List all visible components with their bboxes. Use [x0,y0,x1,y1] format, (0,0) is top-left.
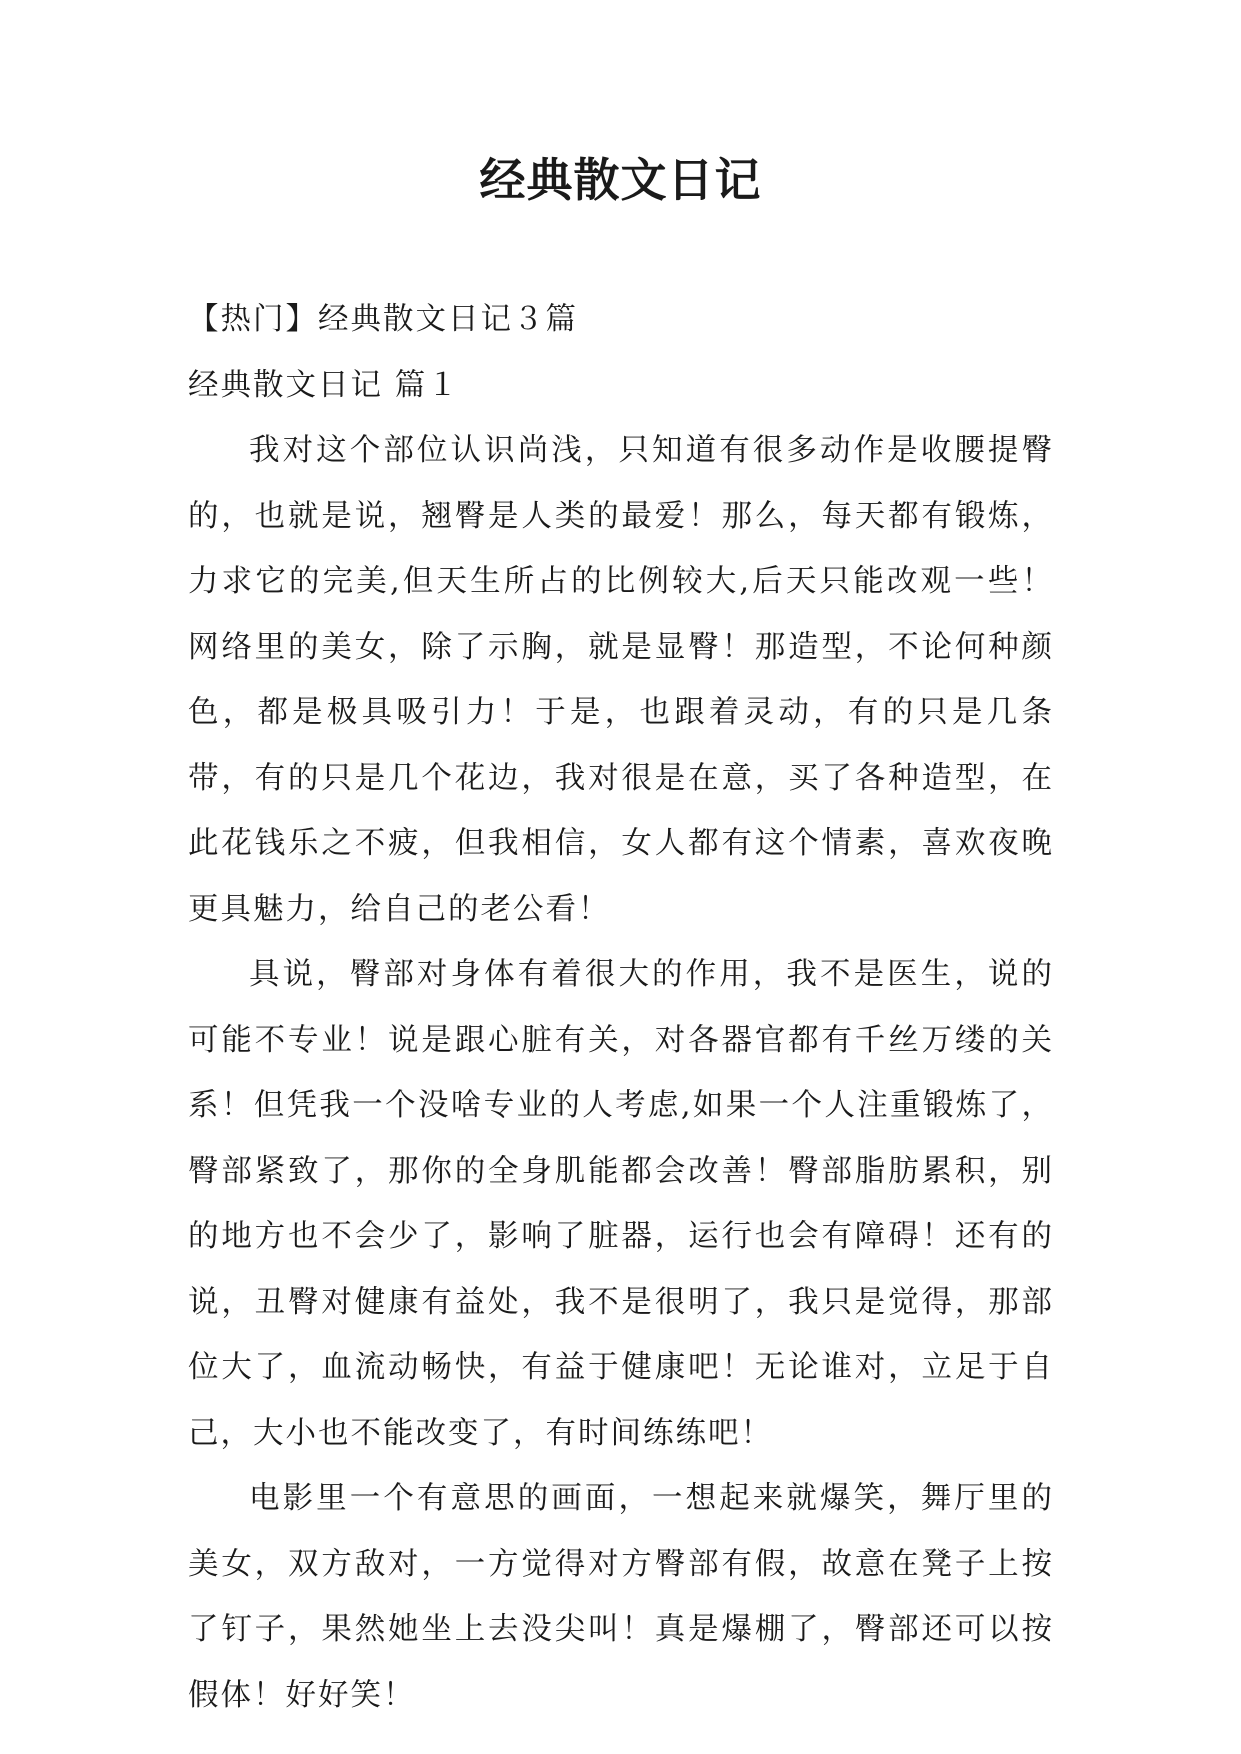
section-heading: 经典散文日记 篇１ [188,367,460,403]
document-subtitle: 【热门】经典散文日记３篇 [188,302,578,337]
paragraph-3: 电影里一个有意思的画面，一想起来就爆笑，舞厅里的美女，双方敌对，一方觉得对方臀部有假，故意在凳子上按了钉子，果然她坐上去没尖叫！真是爆棚了，臀部还可以按假体！好好笑！ [188,1481,1054,1713]
paragraph-1: 我对这个部位认识尚浅，只知道有很多动作是收腰提臀的，也就是说，翘臀是人类的最爱！那么，每天都有锻炼，力求它的完美,但天生所占的比例较大,后天只能改观一些！网络里的美女，除了示胸，就是显臀！那造型，不论何种颜色，都是极具吸引力！于是，也跟着灵动，有的只是几条带，有的只是几个花边，我对很是在意，买了各种造型，在此花钱乐之不疲，但我相信，女人都有这个情素，喜欢夜晚更具魅力，给自己的老公看！ [188,433,1054,927]
paragraph-2: 具说，臀部对身体有着很大的作用，我不是医生，说的可能不专业！说是跟心脏有关，对各器官都有千丝万缕的关系！但凭我一个没啥专业的人考虑,如果一个人注重锻炼了，臀部紧致了，那你的全身肌能都会改善！臀部脂肪累积，别的地方也不会少了，影响了脏器，运行也会有障碍！还有的说，丑臀对健康有益处，我不是很明了，我只是觉得，那部位大了，血流动畅快，有益于健康吧！无论谁对，立足于自己，大小也不能改变了，有时间练练吧！ [188,957,1054,1451]
document-body [188,287,1054,1728]
document-title: 经典散文日记 [479,153,762,207]
